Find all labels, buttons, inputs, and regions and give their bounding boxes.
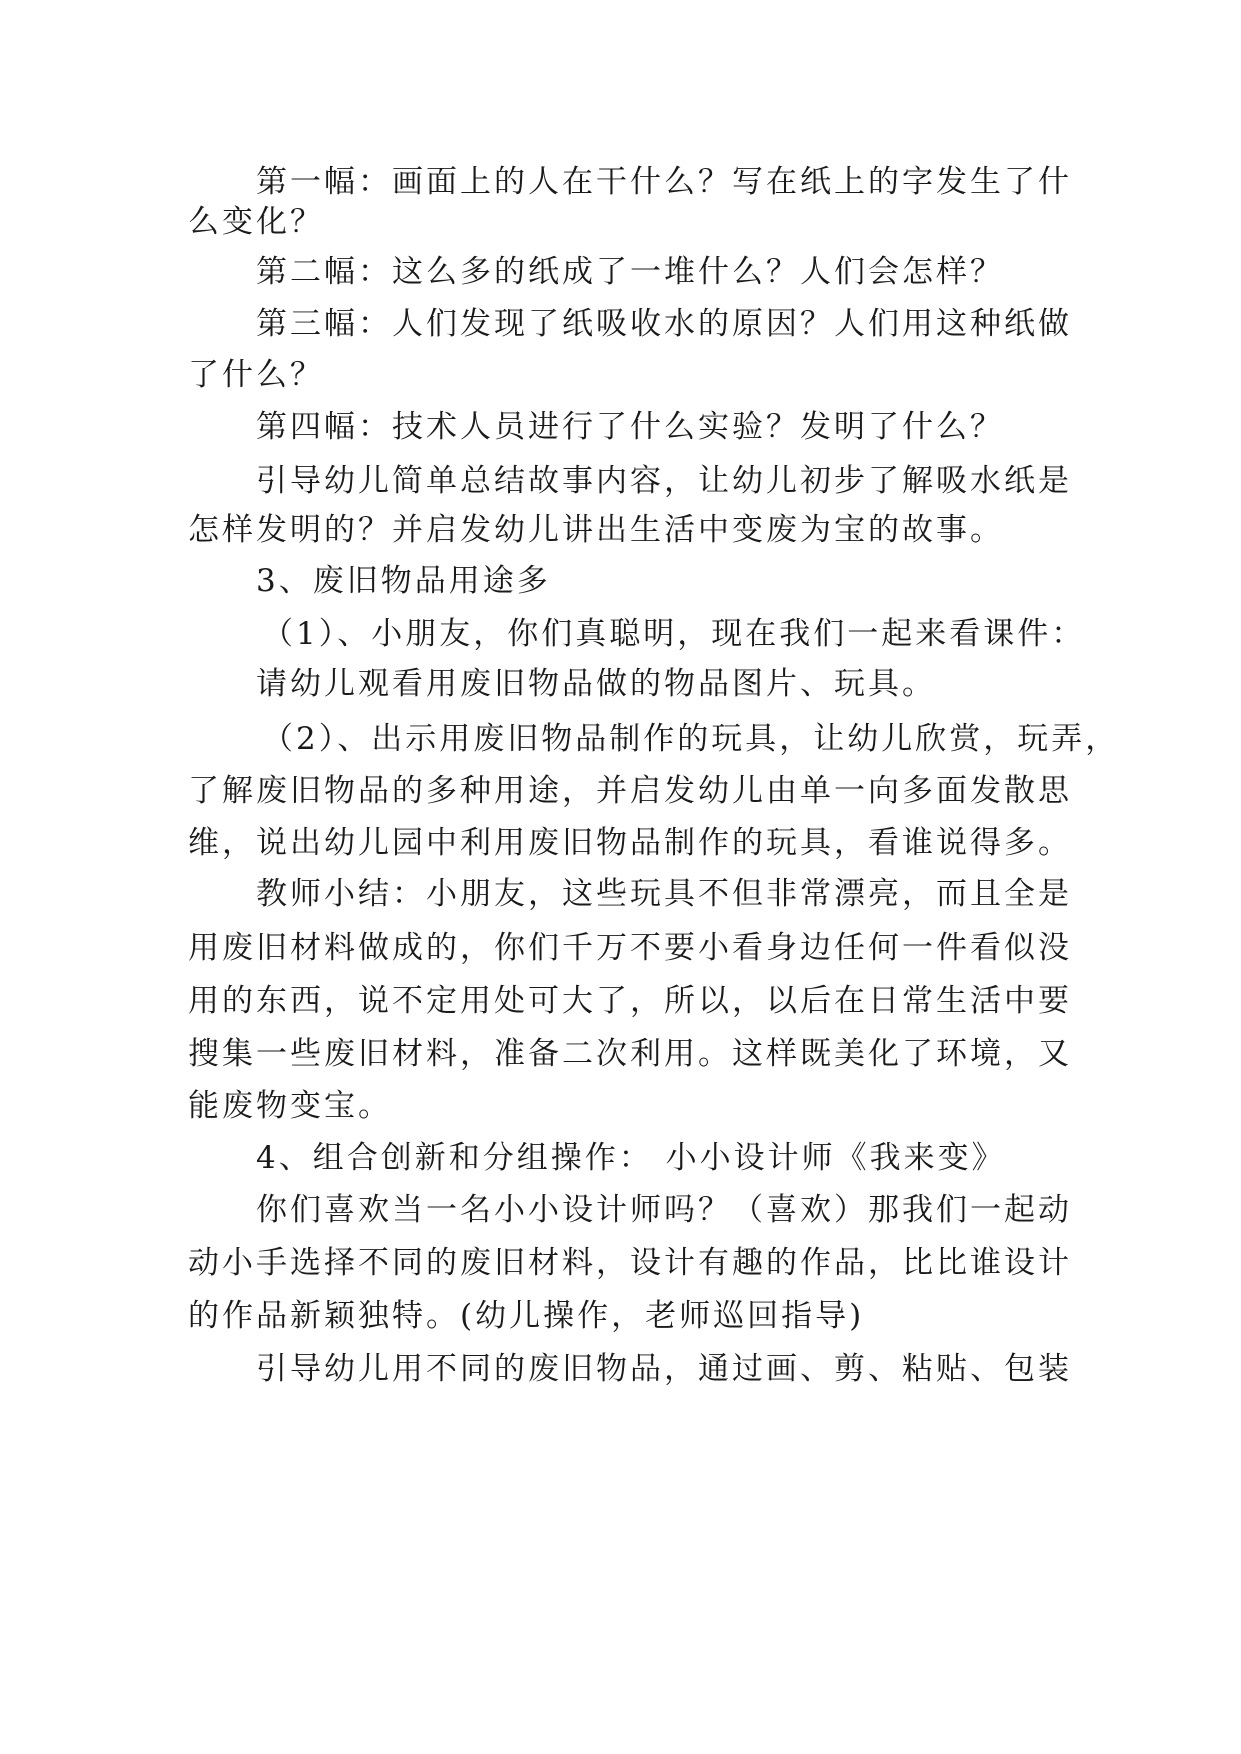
paragraph-line: 搜集一些废旧材料，准备二次利用。这样既美化了环境，又 [188,1036,1072,1072]
paragraph-line: 动小手选择不同的废旧材料，设计有趣的作品，比比谁设计 [188,1245,1072,1281]
paragraph-line: 引导幼儿用不同的废旧物品，通过画、剪、粘贴、包装 [256,1351,1072,1387]
paragraph-line: 第三幅：人们发现了纸吸收水的原因？人们用这种纸做 [256,306,1072,342]
paragraph-line: 请幼儿观看用废旧物品做的物品图片、玩具。 [256,666,936,702]
paragraph-line: 能废物变宝。 [188,1088,392,1124]
paragraph-line: （1）、小朋友，你们真聪明，现在我们一起来看课件： [262,616,1086,652]
section-heading: 4、组合创新和分组操作： 小小设计师《我来变》 [256,1140,1006,1176]
paragraph-line: 了解废旧物品的多种用途，并启发幼儿由单一向多面发散思 [188,773,1072,809]
paragraph-line: 第二幅：这么多的纸成了一堆什么？人们会怎样？ [256,254,1004,290]
paragraph-line: 第四幅：技术人员进行了什么实验？发明了什么？ [256,409,1004,445]
paragraph-line: 维，说出幼儿园中利用废旧物品制作的玩具，看谁说得多。 [188,825,1072,861]
section-heading: 3、废旧物品用途多 [256,563,551,599]
paragraph-line: 引导幼儿简单总结故事内容，让幼儿初步了解吸水纸是 [256,463,1072,499]
paragraph-line: 教师小结：小朋友，这些玩具不但非常漂亮，而且全是 [256,876,1072,912]
paragraph-line: 了什么？ [188,357,324,393]
paragraph-line: （2）、出示用废旧物品制作的玩具，让幼儿欣赏，玩弄， [262,721,1120,757]
paragraph-line: 用的东西，说不定用处可大了，所以，以后在日常生活中要 [188,983,1072,1019]
paragraph-line: 你们喜欢当一名小小设计师吗？（喜欢）那我们一起动 [256,1192,1072,1228]
paragraph-line: 用废旧材料做成的，你们千万不要小看身边任何一件看似没 [188,930,1072,966]
paragraph-line: 么变化？ [188,204,324,240]
paragraph-line: 的作品新颖独特。(幼儿操作，老师巡回指导) [188,1298,865,1334]
paragraph-line: 怎样发明的？并启发幼儿讲出生活中变废为宝的故事。 [188,512,1004,548]
paragraph-line: 第一幅：画面上的人在干什么？写在纸上的字发生了什 [256,164,1072,200]
